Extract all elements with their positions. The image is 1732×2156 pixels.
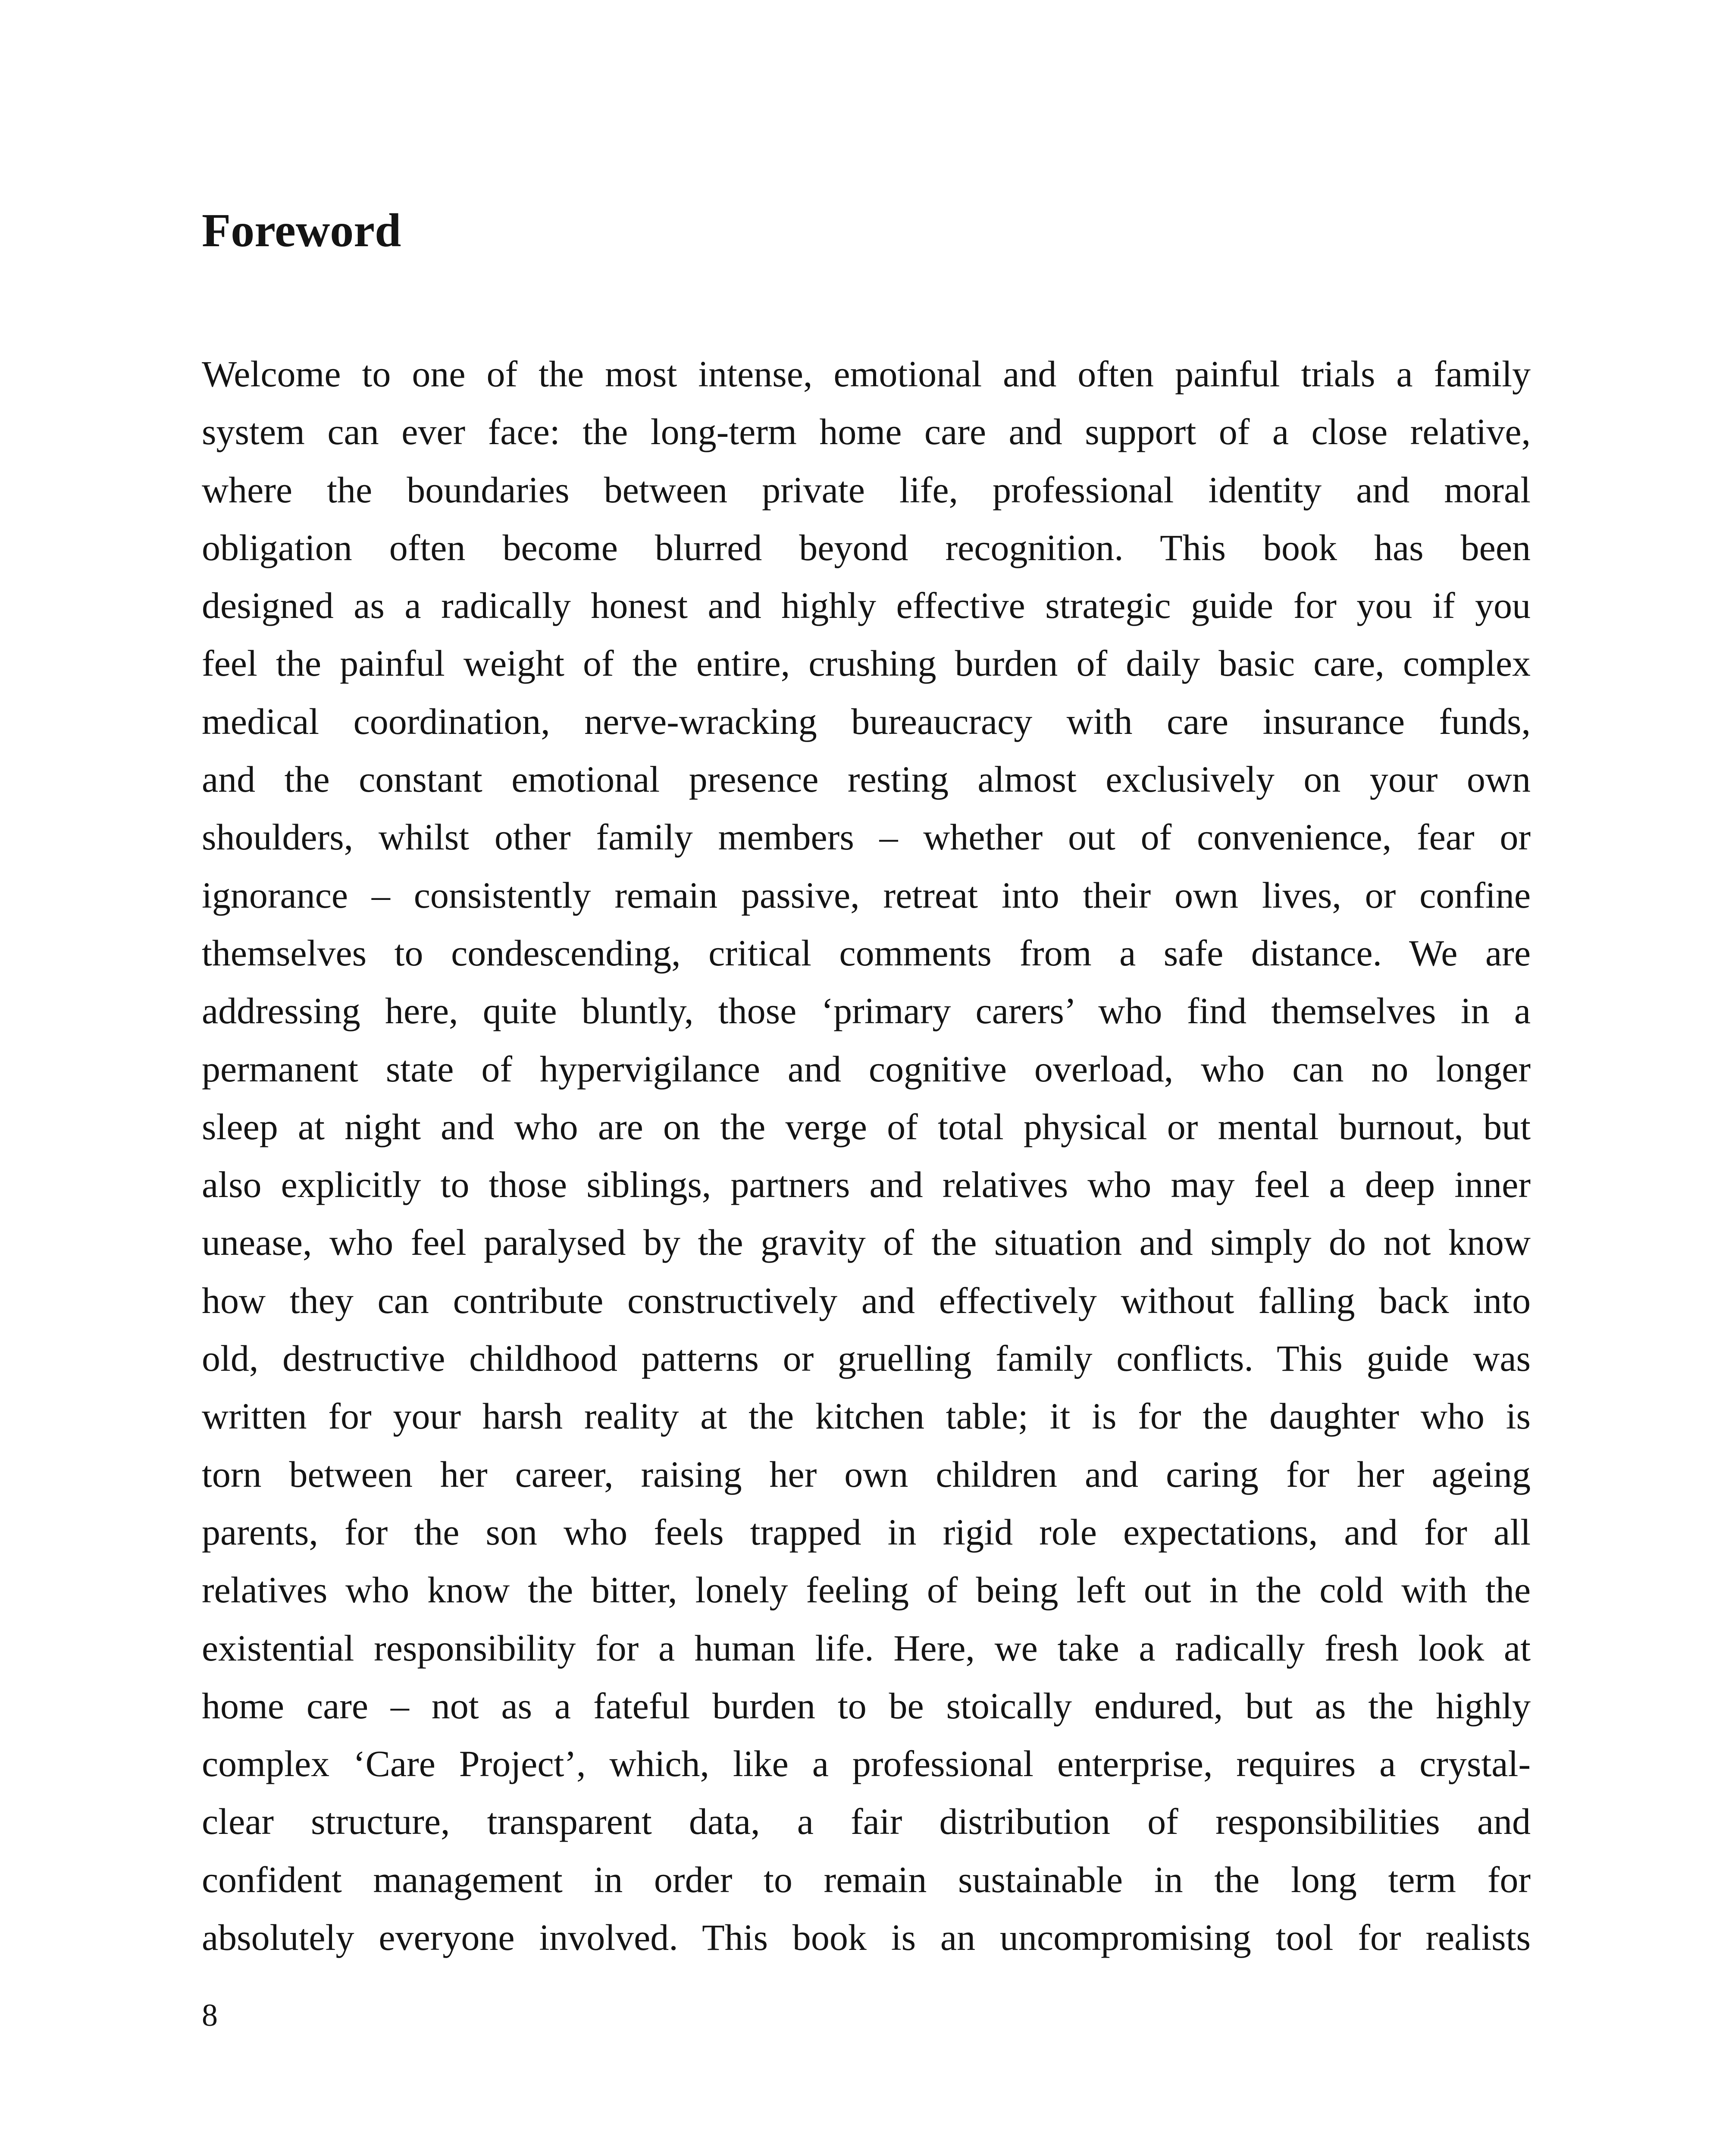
text-line: system can ever face: the long-term home care and support of a close relative, [202, 411, 1531, 453]
text-line: obligation often become blurred beyond recognition. This book has been [202, 526, 1531, 568]
text-line: feel the painful weight of the entire, crushing burden of daily basic care, complex [202, 642, 1531, 684]
text-line: existential responsibility for a human life. Here, we take a radically fresh look at [202, 1627, 1531, 1669]
page-number: 8 [202, 1998, 218, 2033]
text-line: shoulders, whilst other family members – whether out of convenience, fear or [202, 816, 1531, 858]
text-line: medical coordination, nerve-wracking bureaucracy with care insurance funds, [202, 700, 1531, 742]
text-line: parents, for the son who feels trapped in rigid role expectations, and for all [202, 1511, 1531, 1553]
text-line: how they can contribute constructively and effectively without falling back into [202, 1279, 1531, 1321]
text-line: Welcome to one of the most intense, emotional and often painful trials a family [202, 353, 1531, 395]
text-line: also explicitly to those siblings, partners and relatives who may feel a deep inner [202, 1164, 1531, 1206]
page-title: Foreword [202, 204, 401, 257]
text-line: complex ‘Care Project’, which, like a professional enterprise, requires a crystal- [202, 1743, 1531, 1785]
text-line: confident management in order to remain sustainable in the long term for [202, 1858, 1531, 1900]
body-paragraph [202, 345, 1531, 1966]
text-line: ignorance – consistently remain passive, retreat into their own lives, or confine [202, 874, 1531, 916]
text-line: home care – not as a fateful burden to be stoically endured, but as the highly [202, 1685, 1531, 1727]
text-line: written for your harsh reality at the kitchen table; it is for the daughter who is [202, 1395, 1531, 1437]
text-line: sleep at night and who are on the verge of total physical or mental burnout, but [202, 1106, 1531, 1147]
text-line: and the constant emotional presence resting almost exclusively on your own [202, 758, 1531, 800]
text-line: permanent state of hypervigilance and cognitive overload, who can no longer [202, 1048, 1531, 1090]
text-line: torn between her career, raising her own children and caring for her ageing [202, 1453, 1531, 1495]
text-line: clear structure, transparent data, a fair distribution of responsibilities and [202, 1801, 1531, 1843]
text-line: themselves to condescending, critical comments from a safe distance. We are [202, 932, 1531, 974]
text-line: where the boundaries between private life, professional identity and moral [202, 469, 1531, 511]
text-line: designed as a radically honest and highly effective strategic guide for you if you [202, 585, 1531, 627]
text-line: absolutely everyone involved. This book is an uncompromising tool for realists [202, 1917, 1531, 1959]
text-line: relatives who know the bitter, lonely feeling of being left out in the cold with the [202, 1569, 1531, 1611]
text-line: unease, who feel paralysed by the gravity of the situation and simply do not know [202, 1222, 1531, 1263]
text-line: old, destructive childhood patterns or gruelling family conflicts. This guide was [202, 1338, 1531, 1379]
text-line: addressing here, quite bluntly, those ‘primary carers’ who find themselves in a [202, 990, 1531, 1032]
